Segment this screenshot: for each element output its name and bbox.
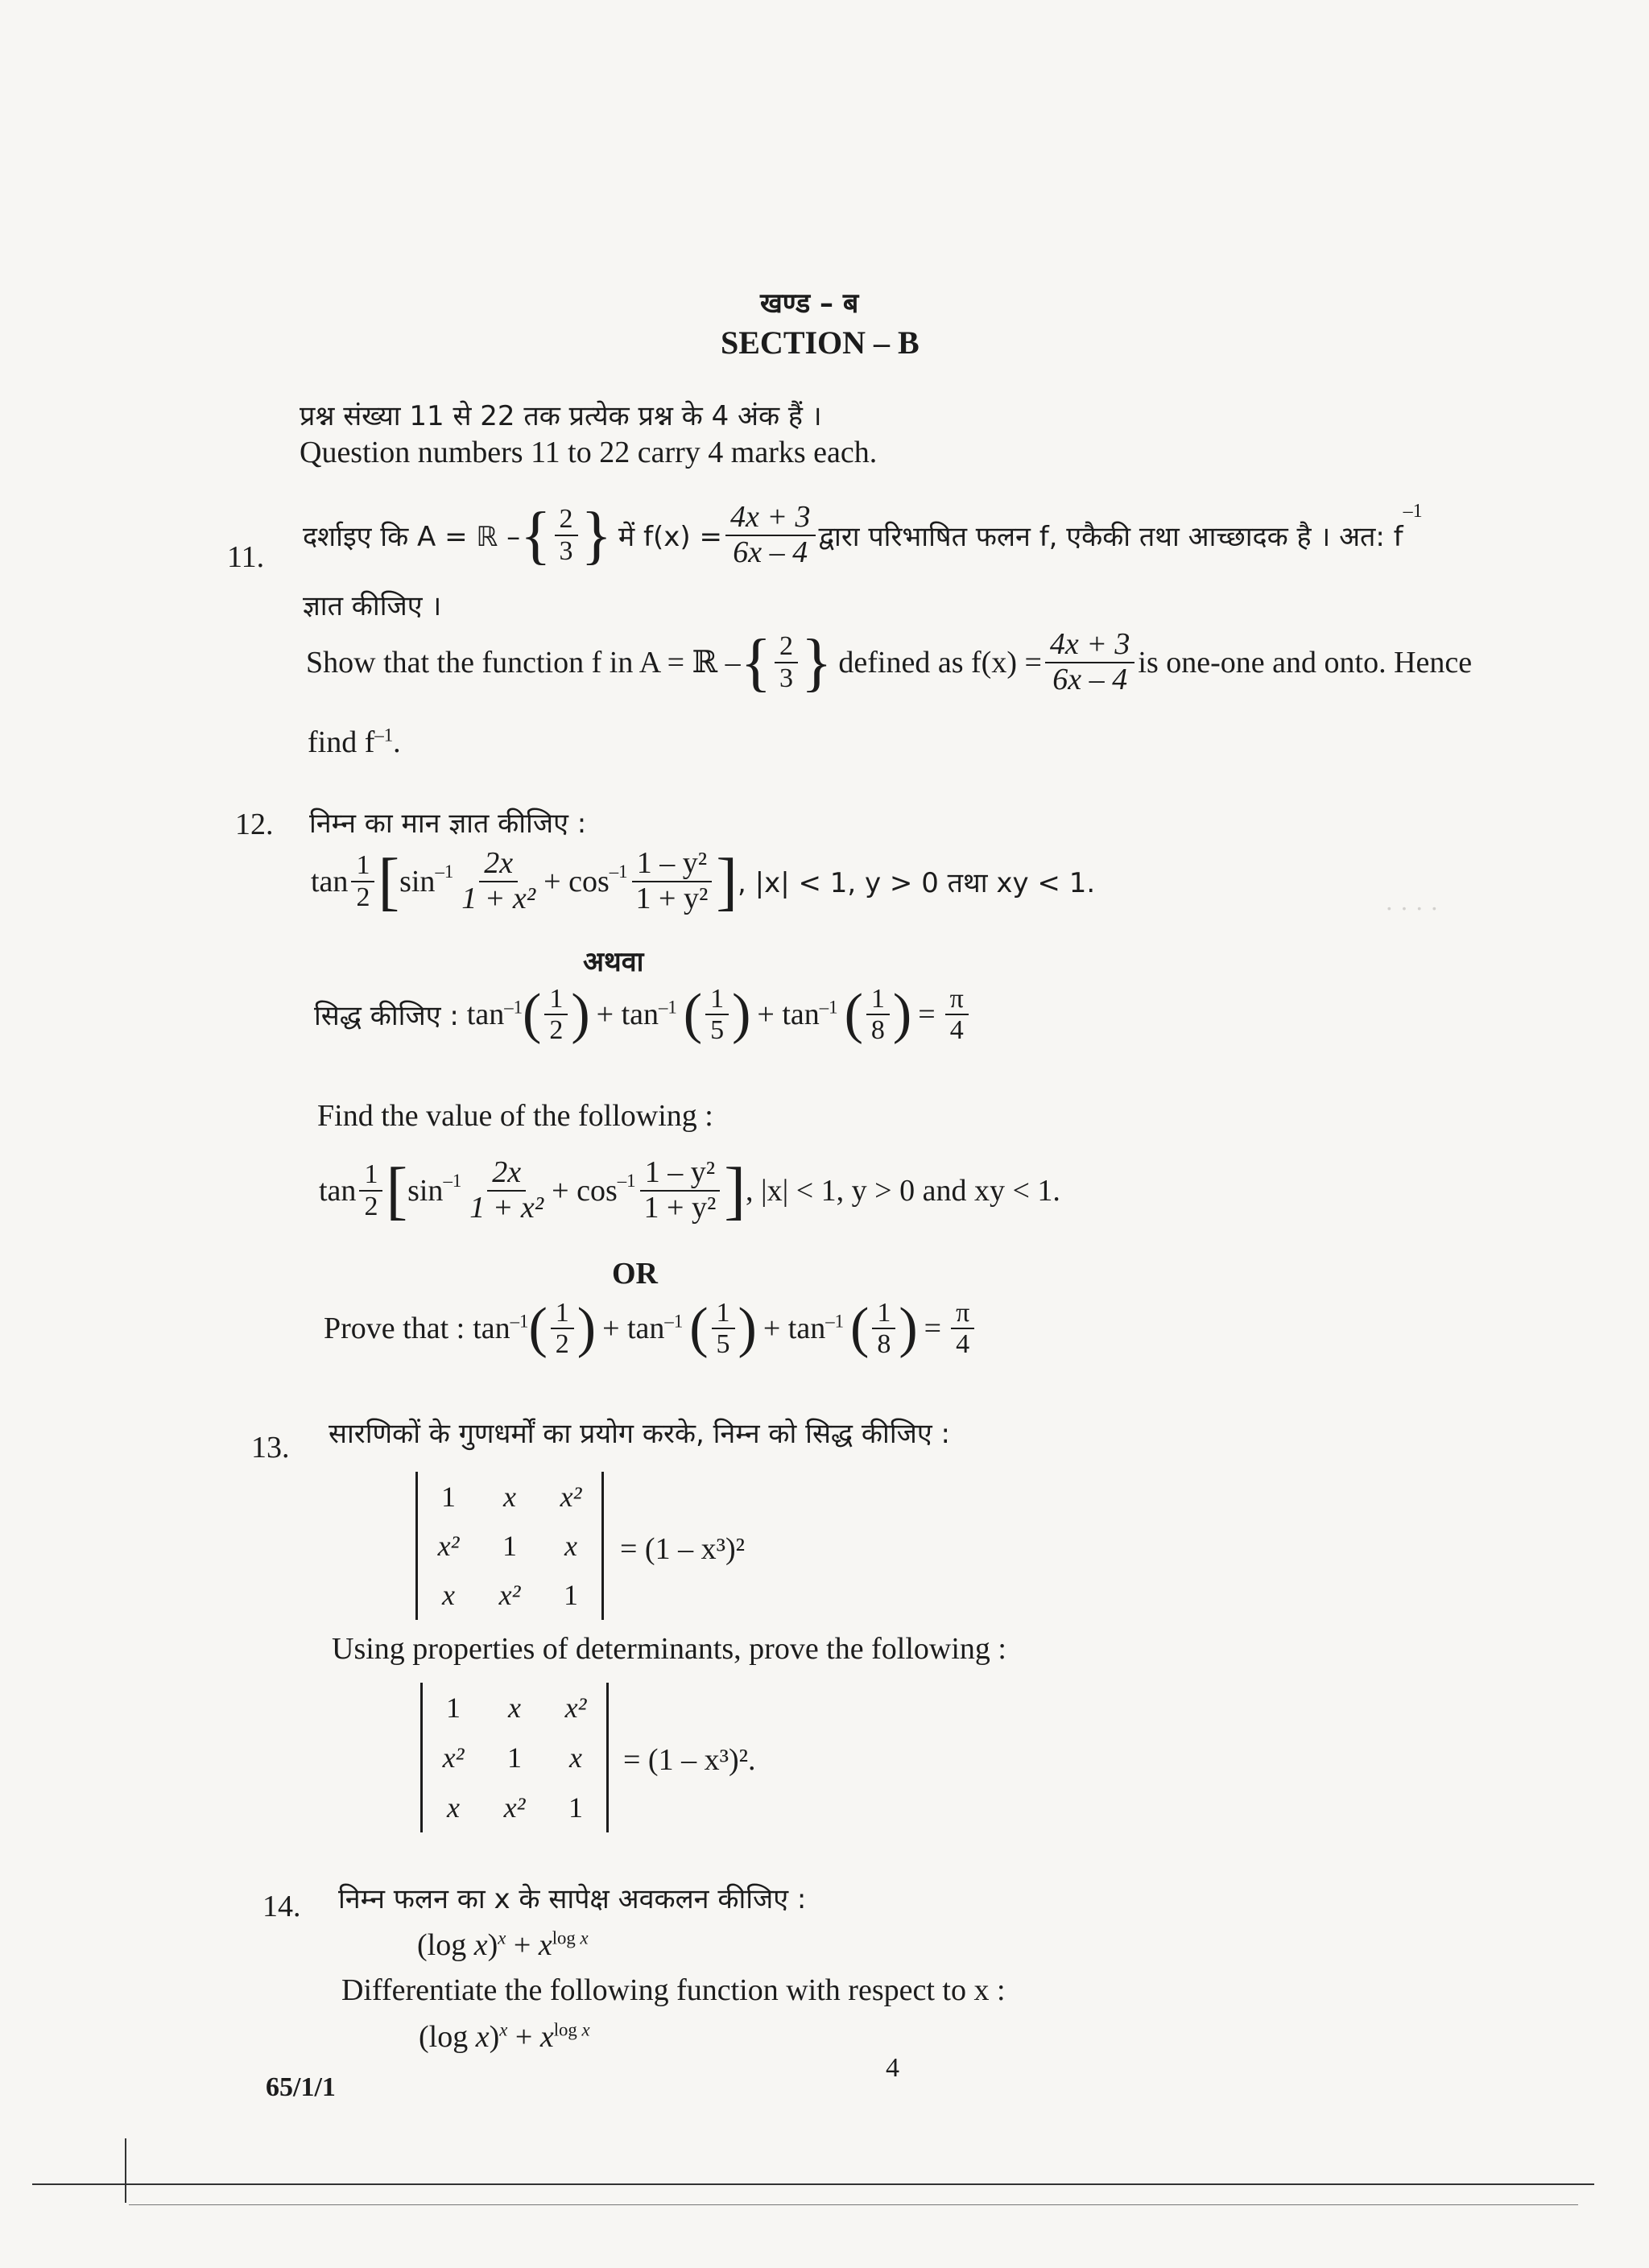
q11-set-fraction: $\frac{2}{3}$: [555, 504, 578, 566]
q12-en-cos: + cos: [552, 1173, 618, 1208]
q11-english-line2: find $f^{-1}$.: [308, 725, 401, 759]
det-cell: x²: [560, 1480, 582, 1513]
bleed-through-text: · · · ·: [1385, 894, 1439, 923]
q14-expression-2: (log $x)^x + x^{log x}$: [419, 2019, 590, 2054]
det-cell: x: [564, 1529, 577, 1562]
q12-bracket-close: ]: [716, 845, 738, 917]
q12-cond-hindi: , |x| < 1, y > 0 तथा xy < 1.: [738, 866, 1096, 899]
det-cell: x: [447, 1791, 460, 1824]
margin-tick: [125, 2138, 126, 2203]
det-cell: 1: [564, 1579, 578, 1612]
q13-rhs-hindi: = (1 – x³)²: [620, 1532, 746, 1566]
q11-hindi-end: द्वारा परिभाषित फलन f, एकैकी तथा आच्छादक है । अत: f: [818, 520, 1403, 553]
det-cell: x²: [564, 1692, 587, 1724]
q13-determinant-english: [420, 1683, 609, 1832]
q11-en-brace-open: {: [740, 626, 771, 698]
q14-hindi-heading: निम्न फलन का x के सापेक्ष अवकलन कीजिए :: [338, 1883, 807, 1915]
instruction-hindi: प्रश्न संख्या 11 से 22 तक प्रत्येक प्रश्न के 4 अंक हैं ।: [300, 400, 822, 432]
det-cell: x: [442, 1579, 455, 1612]
section-title-hindi: खण्ड – ब: [760, 287, 859, 320]
q11-brace-close: }: [581, 499, 612, 571]
q12-or-english: OR: [612, 1257, 658, 1291]
q14-number: 14.: [262, 1890, 301, 1923]
q11-find-sup: –1: [374, 725, 394, 746]
bottom-rule: [32, 2183, 1594, 2185]
q13-number: 13.: [251, 1431, 290, 1464]
q11-hindi-intro: दर्शाइए कि A = ℝ –: [303, 520, 521, 553]
q11-hindi-line1: [303, 501, 1423, 570]
footer-code: 65/1/1: [266, 2072, 336, 2102]
q12-cos: + cos: [543, 864, 610, 899]
det-cell: 1: [502, 1529, 517, 1562]
q12-prove-hindi: सिद्ध कीजिए : $\tan^{-1}$ ( $\frac{1}{2}$ ) + $\tan^{-1}$ ( $\frac{1}{5}$ ) + $\tan^{-1}$ ( $\frac{1}{8}$ ) = $\frac{\pi}{4}$: [314, 984, 972, 1046]
section-title-english: SECTION – B: [721, 324, 920, 361]
q11-en-brace-close: }: [801, 626, 833, 698]
q12-english-expression: tan $\frac{1}{2}$ [ sin $^{-1}$ $\frac{2x}{\text{1 + x²}}$ + cos $^{-1}$ $\frac{\text{1 – y²}}{\text{1 + y²}}$ ] , |x| < 1, y > 0 and xy < 1.: [319, 1155, 1060, 1226]
q12-bracket-open: [: [378, 845, 400, 917]
q11-function-fraction: $\frac{4x + 3}{6x - 4}$: [725, 501, 816, 570]
det-cell: x: [508, 1692, 521, 1724]
q11-brace-open: {: [520, 499, 552, 571]
q11-english-end: is one-one and onto. Hence: [1138, 645, 1473, 680]
q12-cond-english: , |x| < 1, y > 0 and xy < 1.: [746, 1173, 1060, 1208]
q11-hindi-mid: में f(x) =: [618, 520, 722, 553]
page-number: 4: [886, 2053, 899, 2083]
det-cell: 1: [441, 1480, 456, 1513]
bottom-rule-2: [129, 2204, 1578, 2205]
det-cell: x: [569, 1741, 582, 1774]
q12-prove-hindi-label: सिद्ध कीजिए :: [314, 1000, 459, 1033]
q12-half: $\frac{1}{2}$: [351, 850, 374, 912]
q12-en-sin: sin: [407, 1173, 444, 1208]
q12-tan: tan: [311, 864, 349, 899]
q13-determinant-hindi: [415, 1472, 604, 1620]
det-cell: x²: [503, 1791, 526, 1824]
q12-hindi-expression: tan $\frac{1}{2}$ [ sin $^{-1}$ $\frac{2x}{\text{1 + x²}}$ + cos $^{-1}$ $\frac{\text{1 – y²}}{\text{1 + y²}}$ ] , |x| < 1, y > 0 तथा xy < 1.: [311, 845, 1096, 917]
q12-english-heading: Find the value of the following :: [317, 1099, 713, 1133]
det-cell: x²: [442, 1741, 465, 1774]
det-cell: 1: [507, 1741, 522, 1774]
q12-hindi-heading: निम्न का मान ज्ञात कीजिए :: [309, 808, 587, 840]
q12-frac2: $\frac{\text{1 – y²}}{\text{1 + y²}}$: [631, 847, 713, 916]
det-cell: 1: [446, 1692, 461, 1724]
q12-prove-english: Prove that : $\tan^{-1}$ ( $\frac{1}{2}$ ) + $\tan^{-1}$ ( $\frac{1}{5}$ ) + $\tan^{-1}$ ( $\frac{1}{8}$ ) = $\frac{\pi}{4}$: [324, 1298, 977, 1360]
q12-or-hindi: अथवा: [583, 946, 644, 978]
q11-hindi-line2: ज्ञात कीजिए ।: [303, 590, 442, 622]
q11-number: 11.: [227, 540, 265, 574]
q11-english-mid: defined as f(x) =: [838, 645, 1042, 680]
q14-expression-1: (log $x)^x + x^{log x}$: [417, 1927, 589, 1962]
q13-english-heading: Using properties of determinants, prove the following :: [332, 1632, 1006, 1666]
q13-rhs-english: = (1 – x³)².: [623, 1743, 756, 1777]
det-cell: x²: [437, 1529, 460, 1562]
q12-en-tan: tan: [319, 1173, 357, 1208]
det-cell: x²: [498, 1579, 521, 1612]
instruction-english: Question numbers 11 to 22 carry 4 marks each.: [300, 436, 878, 469]
q12-sin: sin: [399, 864, 436, 899]
q12-prove-english-label: Prove that :: [324, 1312, 465, 1346]
q11-english-intro: Show that the function f in A = ℝ –: [306, 646, 741, 680]
q14-english-heading: Differentiate the following function with respect to x :: [341, 1973, 1006, 2007]
q11-inverse-sup: –1: [1403, 501, 1423, 522]
det-cell: 1: [568, 1791, 583, 1824]
q12-pi-over-4: $\frac{\pi}{4}$: [945, 984, 969, 1046]
q12-frac1: $\frac{2x}{\text{1 + x²}}$: [461, 846, 536, 915]
q13-hindi-heading: सारणिकों के गुणधर्मों का प्रयोग करके, निम्न को सिद्ध कीजिए :: [329, 1418, 950, 1450]
q11-en-function-fraction: $\frac{4x + 3}{6x - 4}$: [1045, 628, 1135, 697]
q11-find-text: find f: [308, 725, 375, 759]
q11-en-set-fraction: $\frac{2}{3}$: [775, 631, 798, 693]
det-cell: x: [503, 1480, 516, 1513]
q11-english-line1: [306, 628, 1472, 697]
q12-number: 12.: [235, 808, 274, 841]
